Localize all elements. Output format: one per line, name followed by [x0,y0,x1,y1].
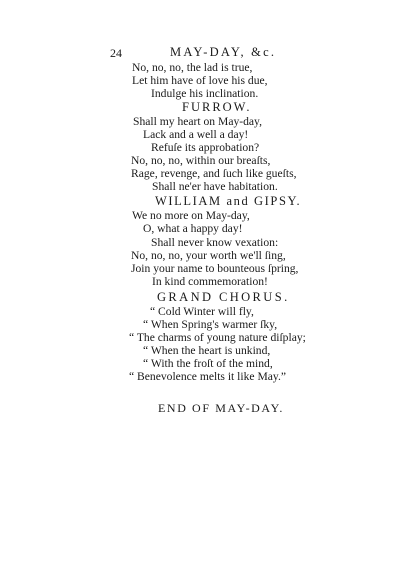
verse-line: No, no, no, the lad is true, [132,61,253,74]
verse-line: Shall my heart on May-day, [133,115,263,128]
speaker-heading: WILLIAM and GIPSY. [155,194,302,208]
speaker-heading: GRAND CHORUS. [157,290,290,304]
running-head: MAY-DAY, &c. [170,45,277,59]
verse-line: “ When the heart is unkind, [143,344,271,357]
verse-line: Shall never know vexation: [151,236,279,249]
verse-line: Rage, revenge, and ſuch like gueſts, [131,167,297,180]
speaker-heading: FURROW. [182,100,252,114]
verse-line: We no more on May-day, [132,209,250,222]
verse-line: Indulge his inclination. [151,87,259,100]
verse-line: Shall ne'er have habitation. [152,180,278,193]
verse-line: No, no, no, your worth we'll ſing, [131,249,286,262]
page-number: 24 [110,46,122,60]
verse-line: “ With the froſt of the mind, [143,357,273,370]
verse-line: Join your name to bounteous ſpring, [131,262,299,275]
verse-line: O, what a happy day! [143,222,243,235]
verse-line: “ Benevolence melts it like May.” [129,370,286,383]
end-colophon: END OF MAY-DAY. [158,401,284,415]
verse-line: In kind commemoration! [152,275,268,288]
verse-line: “ When Spring's warmer ſky, [143,318,278,331]
verse-line: “ Cold Winter will fly, [150,305,254,318]
verse-line: No, no, no, within our breaſts, [131,154,271,167]
verse-line: “ The charms of young nature diſplay; [129,331,306,344]
verse-line: Let him have of love his due, [132,74,268,87]
verse-line: Refuſe its approbation? [151,141,260,154]
verse-line: Lack and a well a day! [143,128,249,141]
